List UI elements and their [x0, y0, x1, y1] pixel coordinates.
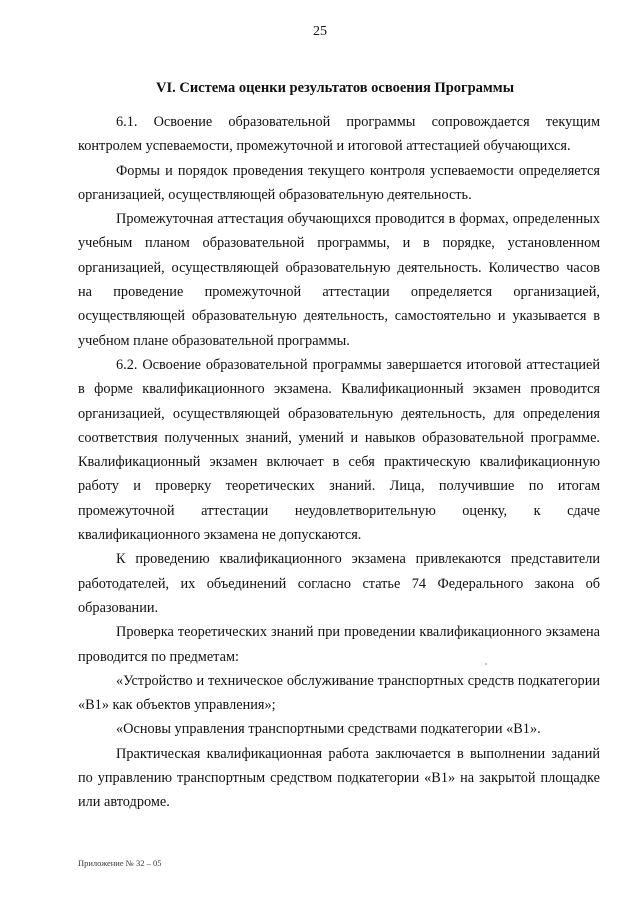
paragraph-intermediate-attestation: Промежуточная аттестация обучающихся проводится в формах, определенных учебным планом образовательной программы, и в порядке, установленном организацией, осуществляющей образовательную деятельность. Количество часов на проведение промежуточной аттестации определяется организацией, осуществляющей образовательную деятельность, самостоятельно и указывается в учебном плане образовательной программы.: [78, 211, 600, 349]
page-number: 25: [313, 24, 327, 39]
paragraph-practical-work: Практическая квалификационная работа заключается в выполнении заданий по управлению транспортным средством подкатегории «В1» на закрытой площадке или автодроме.: [78, 745, 600, 811]
subject-item-2: «Основы управления транспортными средствами подкатегории «В1».: [116, 721, 541, 738]
footer-note: Приложение № 32 – 05: [78, 858, 162, 868]
scan-speck: [485, 663, 487, 665]
section-heading: VI. Система оценки результатов освоения Программы: [155, 80, 515, 96]
subject-item-1: «Устройство и техническое обслуживание транспортных средств подкатегории «В1» как объектов управления»;: [78, 672, 600, 714]
paragraph-6-2: 6.2. Освоение образовательной программы завершается итоговой аттестацией в форме квалификационного экзамена. Квалификационный экзамен проводится организацией, осуществляющей образовательную деятельность, для определения соответствия полученных знаний, умений и навыков образовательной программе. Квалификационный экзамен включает в себя практическую квалификационную работу и проверку теоретических знаний. Лица, получившие по итогам промежуточной аттестации неудовлетворительную оценку, к сдаче квалификационного экзамена не допускаются.: [78, 356, 600, 544]
paragraph-current-control: Формы и порядок проведения текущего контроля успеваемости определяется организацией, осуществляющей образовательную деятельность.: [78, 162, 600, 203]
paragraph-6-1: 6.1. Освоение образовательной программы сопровождается текущим контролем успеваемости, промежуточной и итоговой аттестацией обучающихся.: [78, 114, 600, 155]
paragraph-employers: К проведению квалификационного экзамена привлекаются представители работодателей, их объединений согласно статье 74 Федерального закона об образовании.: [78, 551, 600, 616]
paragraph-theory-check: Проверка теоретических знаний при проведении квалификационного экзамена проводится по предметам:: [78, 624, 600, 665]
document-body: [78, 110, 600, 815]
